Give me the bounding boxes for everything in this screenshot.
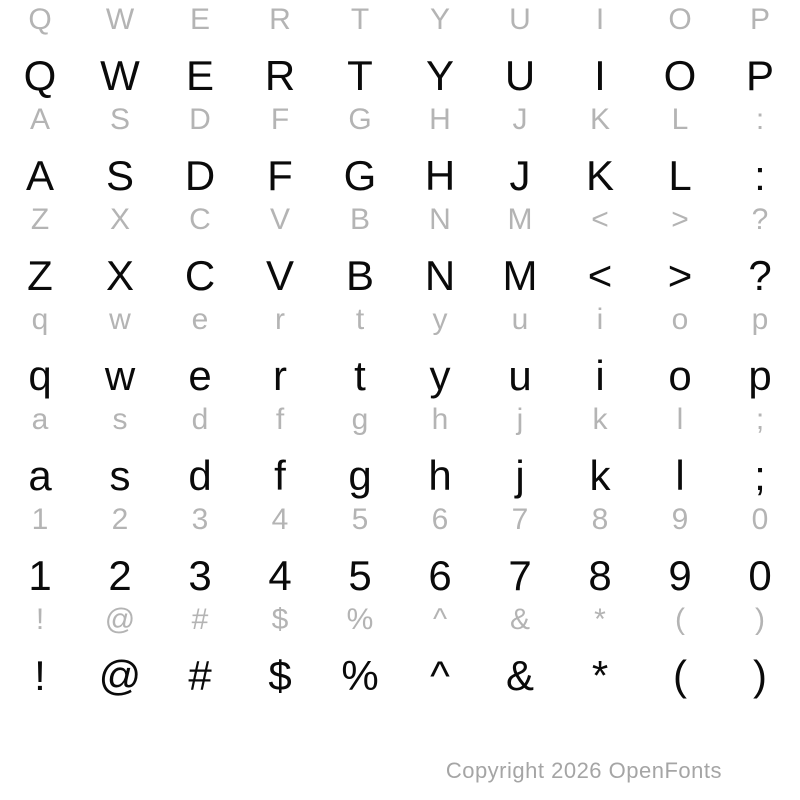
glyph-row-preview [0,500,800,540]
glyph-cell: 2 [111,503,129,536]
glyph-row-preview [0,400,800,440]
glyph-cell: j [515,452,525,499]
glyph-cell: * [594,603,606,636]
glyph-cell: # [188,652,212,699]
glyph-cell: L [671,103,689,136]
glyph-cell: & [505,652,534,699]
glyph-cell: B [345,252,374,299]
glyph-cell: @ [98,652,142,699]
glyph-cell: V [269,203,290,236]
glyph-cell: H [424,152,456,199]
glyph-cell: X [105,252,134,299]
glyph-row-main [0,550,800,602]
glyph-cell: y [429,352,451,399]
glyph-cell: J [512,103,528,136]
glyph-cell: Q [23,52,57,99]
glyph-cell: 5 [351,503,369,536]
glyph-cell: 3 [188,552,212,599]
glyph-cell: X [109,203,130,236]
glyph-cell: w [109,303,131,336]
glyph-cell: E [185,52,214,99]
glyph-cell: t [354,352,366,399]
glyph-cell: 4 [268,552,292,599]
glyph-row-preview [0,600,800,640]
glyph-cell: 1 [28,552,52,599]
glyph-row-preview [0,0,800,40]
glyph-cell: g [348,452,372,499]
glyph-cell: R [269,3,291,36]
glyph-cell: O [668,3,692,36]
glyph-pair-uppercase-top-row [0,0,800,100]
glyph-cell: % [346,603,374,636]
glyph-cell: > [671,203,689,236]
glyph-cell: % [341,652,379,699]
glyph-cell: k [589,452,611,499]
glyph-cell: 9 [671,503,689,536]
glyph-cell: V [265,252,294,299]
glyph-cell: o [668,352,692,399]
glyph-cell: e [191,303,209,336]
glyph-row-main [0,250,800,302]
glyph-cell: o [671,303,689,336]
glyph-cell: h [428,452,452,499]
glyph-row-preview [0,100,800,140]
glyph-cell: l [676,403,684,436]
glyph-cell: K [589,103,610,136]
glyph-cell: a [31,403,49,436]
glyph-cell: Y [425,52,454,99]
glyph-cell: F [270,103,290,136]
glyph-cell: 0 [748,552,772,599]
glyph-row-main [0,450,800,502]
glyph-cell: r [275,303,285,336]
glyph-pair-lowercase-home-row [0,400,800,500]
glyph-cell: W [100,52,140,99]
glyph-pair-uppercase-home-row [0,100,800,200]
glyph-cell: C [189,203,211,236]
glyph-cell: d [188,452,212,499]
glyph-cell: T [347,52,373,99]
glyph-cell: 2 [108,552,132,599]
glyph-cell: a [28,452,52,499]
glyph-cell: ^ [430,652,450,699]
glyph-cell: ! [35,603,45,636]
glyph-cell: 7 [508,552,532,599]
glyph-pair-uppercase-bottom-row [0,200,800,300]
glyph-cell: 8 [588,552,612,599]
glyph-cell: D [184,152,216,199]
glyph-cell: ^ [432,603,448,636]
glyph-cell: > [667,252,693,299]
glyph-cell: 5 [348,552,372,599]
glyph-cell: Y [429,3,450,36]
glyph-cell: ? [751,203,769,236]
glyph-cell: Q [28,3,52,36]
glyph-cell: M [507,203,533,236]
glyph-cell: A [25,152,54,199]
glyph-cell: J [509,152,531,199]
glyph-row-main [0,50,800,102]
glyph-cell: < [587,252,613,299]
glyph-cell: 6 [428,552,452,599]
glyph-cell: K [585,152,614,199]
copyright-text: Copyright 2026 OpenFonts [445,758,722,783]
glyph-cell: ; [754,452,766,499]
glyph-cell: g [351,403,369,436]
glyph-cell: q [31,303,49,336]
glyph-cell: U [504,52,536,99]
glyph-cell: i [596,303,604,336]
glyph-cell: & [509,603,530,636]
glyph-pair-digits-row [0,500,800,600]
glyph-cell: ( [673,652,687,699]
glyph-cell: N [429,203,451,236]
glyph-cell: k [592,403,608,436]
glyph-cell: y [432,303,448,336]
glyph-cell: p [751,303,769,336]
glyph-cell: H [429,103,451,136]
glyph-cell: $ [271,603,289,636]
glyph-cell: N [424,252,456,299]
glyph-cell: F [267,152,293,199]
glyph-cell: u [508,352,532,399]
glyph-cell: @ [104,603,136,636]
glyph-row-main [0,650,800,702]
glyph-cell: P [749,3,770,36]
glyph-cell: A [29,103,50,136]
glyph-row-preview [0,200,800,240]
glyph-cell: P [745,52,774,99]
glyph-cell: ? [748,252,772,299]
glyph-cell: ! [34,652,46,699]
glyph-cell: $ [268,652,292,699]
glyph-cell: < [591,203,609,236]
glyph-cell: i [595,352,605,399]
glyph-cell: S [109,103,130,136]
glyph-cell: d [191,403,209,436]
glyph-row-main [0,350,800,402]
glyph-cell: : [755,103,765,136]
glyph-cell: R [264,52,296,99]
glyph-cell: M [502,252,538,299]
glyph-cell: I [595,3,605,36]
glyph-cell: f [274,452,286,499]
glyph-cell: 8 [591,503,609,536]
glyph-cell: l [675,452,685,499]
glyph-cell: h [431,403,449,436]
glyph-cell: Z [30,203,50,236]
glyph-cell: 1 [31,503,49,536]
glyph-cell: Z [27,252,53,299]
glyph-cell: 9 [668,552,692,599]
glyph-cell: # [191,603,209,636]
glyph-cell: S [105,152,134,199]
glyph-cell: C [184,252,216,299]
glyph-cell: O [663,52,697,99]
glyph-cell: T [350,3,370,36]
glyph-cell: B [349,203,370,236]
glyph-cell: G [348,103,372,136]
glyph-row-main [0,150,800,202]
glyph-cell: ( [675,603,685,636]
glyph-pair-lowercase-top-row [0,300,800,400]
glyph-cell: 6 [431,503,449,536]
glyph-cell: p [748,352,772,399]
glyph-cell: j [516,403,524,436]
glyph-cell: e [188,352,212,399]
glyph-cell: U [509,3,531,36]
glyph-cell: w [104,352,136,399]
glyph-cell: ) [753,652,767,699]
glyph-cell: s [109,452,131,499]
glyph-cell: 3 [191,503,209,536]
glyph-cell: ; [755,403,765,436]
glyph-cell: W [105,3,135,36]
glyph-cell: u [511,303,529,336]
glyph-cell: ) [755,603,765,636]
glyph-pair-symbols-row [0,600,800,700]
glyph-cell: 4 [271,503,289,536]
glyph-row-preview [0,300,800,340]
glyph-cell: : [754,152,766,199]
glyph-cell: I [594,52,606,99]
glyph-cell: q [28,352,52,399]
glyph-cell: D [189,103,211,136]
glyph-cell: t [355,303,365,336]
glyph-cell: f [275,403,285,436]
glyph-cell: s [112,403,128,436]
glyph-cell: r [273,352,287,399]
glyph-cell: G [343,152,377,199]
glyph-cell: L [668,152,692,199]
glyph-cell: * [591,652,609,699]
glyph-cell: 0 [751,503,769,536]
glyph-cell: 7 [511,503,529,536]
glyph-cell: E [189,3,210,36]
